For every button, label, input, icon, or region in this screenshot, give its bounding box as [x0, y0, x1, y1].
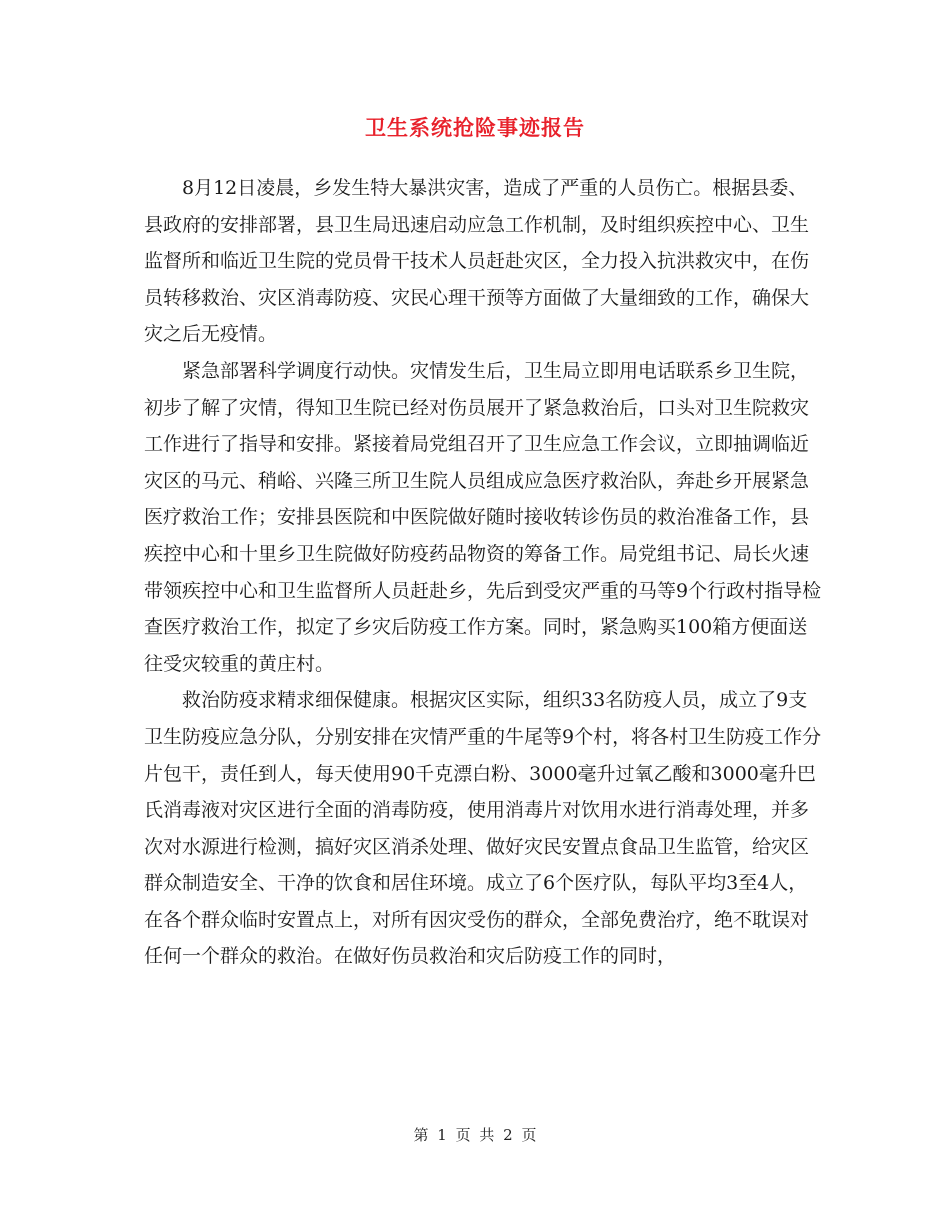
page-footer: 第 1 页 共 2 页 — [413, 1126, 537, 1144]
document-body — [144, 170, 824, 975]
paragraph-1: 8月12日凌晨，乡发生特大暴洪灾害，造成了严重的人员伤亡。根据县委、县政府的安排部署，县卫生局迅速启动应急工作机制，及时组织疾控中心、卫生监督所和临近卫生院的党员骨干技术人员赶赴灾区，全力投入抗洪救灾中，在伤员转移救治、灾区消毒防疫、灾民心理干预等方面做了大量细致的工作，确保大灾之后无疫情。 — [144, 177, 810, 346]
paragraph-3: 救治防疫求精求细保健康。根据灾区实际，组织33名防疫人员，成立了9支卫生防疫应急分队，分别安排在灾情严重的牛尾等9个村，将各村卫生防疫工作分片包干，责任到人，每天使用90千克漂白粉、3000毫升过氧乙酸和3000毫升巴氏消毒液对灾区进行全面的消毒防疫，使用消毒片对饮用水进行消毒处理，并多次对水源进行检测，搞好灾区消杀处理、做好灾民安置点食品卫生监管，给灾区群众制造安全、干净的饮食和居住环境。成立了6个医疗队，每队平均3至4人，在各个群众临时安置点上，对所有因灾受伤的群众，全部免费治疗，绝不耽误对任何一个群众的救治。在做好伤员救治和灾后防疫工作的同时， — [144, 689, 822, 968]
document-title: 卫生系统抢险事迹报告 — [365, 115, 585, 140]
paragraph-2: 紧急部署科学调度行动快。灾情发生后，卫生局立即用电话联系乡卫生院，初步了解了灾情，得知卫生院已经对伤员展开了紧急救治后，口头对卫生院救灾工作进行了指导和安排。紧接着局党组召开了卫生应急工作会议，立即抽调临近灾区的马元、稍峪、兴隆三所卫生院人员组成应急医疗救治队，奔赴乡开展紧急医疗救治工作；安排县医院和中医院做好随时接收转诊伤员的救治准备工作，县疾控中心和十里乡卫生院做好防疫药品物资的筹备工作。局党组书记、局长火速带领疾控中心和卫生监督所人员赶赴乡，先后到受灾严重的马等9个行政村指导检查医疗救治工作，拟定了乡灾后防疫工作方案。同时，紧急购买100箱方便面送往受灾较重的黄庄村。 — [144, 359, 822, 675]
